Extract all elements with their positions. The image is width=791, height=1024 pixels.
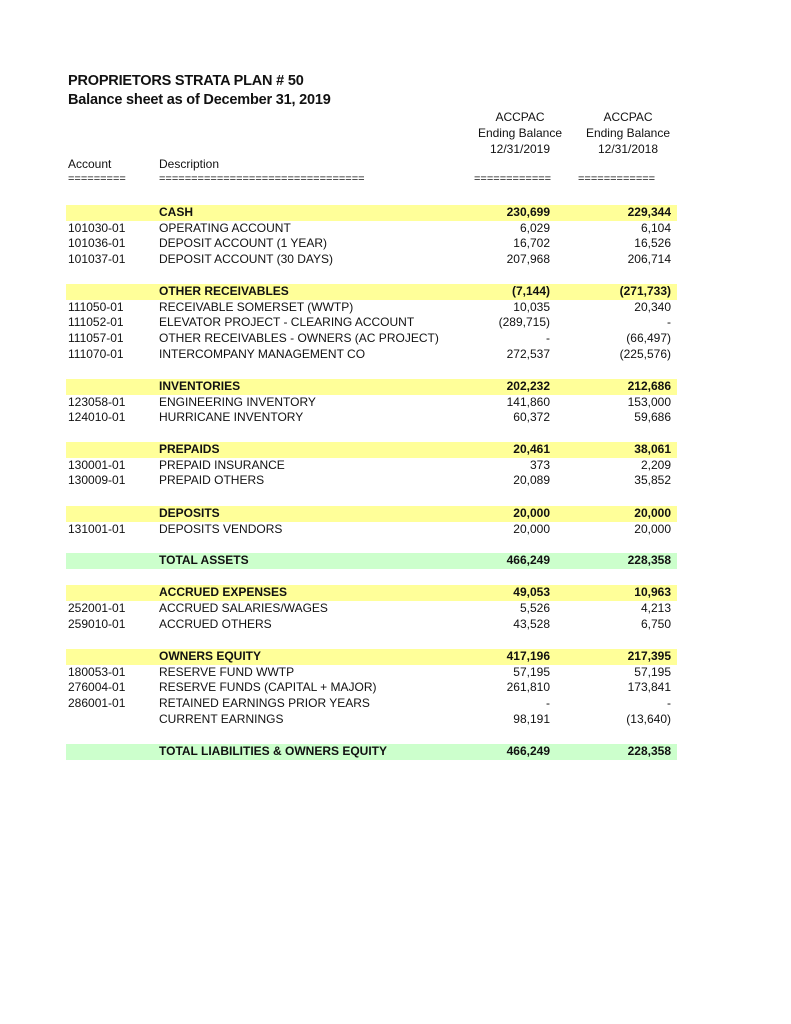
balance-2019-cell: 141,860: [506, 394, 550, 409]
balance-2018-cell: 20,000: [634, 506, 671, 520]
table-row: [66, 473, 677, 489]
account-cell: 180053-01: [68, 664, 126, 679]
description-cell: DEPOSITS VENDORS: [159, 521, 283, 536]
account-cell: 101030-01: [68, 220, 126, 235]
description-cell: ACCRUED SALARIES/WAGES: [159, 600, 328, 615]
balance-2019-cell: 202,232: [506, 379, 550, 393]
description-cell: DEPOSIT ACCOUNT (1 YEAR): [159, 236, 328, 250]
description-cell: TOTAL LIABILITIES & OWNERS EQUITY: [159, 744, 388, 758]
description-cell: CURRENT EARNINGS: [159, 712, 284, 726]
account-cell: 111057-01: [68, 331, 124, 345]
balance-2019-cell: 16,702: [513, 236, 550, 250]
balance-2019-cell: 10,035: [513, 299, 550, 314]
col2019-separator: ============: [474, 173, 552, 185]
balance-2018-cell: 206,714: [627, 252, 671, 266]
description-cell: RESERVE FUNDS (CAPITAL + MAJOR): [159, 680, 377, 694]
description-cell: RESERVE FUND WWTP: [159, 664, 295, 679]
section-row: [66, 506, 677, 522]
table-row: [66, 712, 677, 728]
balance-2018-cell: 6,104: [640, 220, 671, 235]
account-column-label: Account: [68, 157, 112, 171]
balance-2019-cell: 6,029: [519, 220, 550, 235]
balance-2019-cell: 466,249: [506, 744, 550, 758]
table-row: [66, 236, 677, 252]
table-row: [66, 221, 677, 237]
balance-2018-cell: 217,395: [627, 649, 671, 663]
description-cell: TOTAL ASSETS: [159, 553, 249, 567]
account-cell: 286001-01: [68, 696, 126, 710]
balance-2019-cell: 20,089: [513, 473, 550, 487]
description-cell: INTERCOMPANY MANAGEMENT CO: [159, 347, 366, 361]
balance-2018-cell: 35,852: [634, 473, 671, 487]
account-separator: =========: [68, 173, 126, 185]
section-row: [66, 284, 677, 300]
table-row: [66, 300, 677, 316]
section-row: [66, 649, 677, 665]
table-row: [66, 665, 677, 681]
table-row: [66, 331, 677, 347]
account-cell: 111050-01: [68, 299, 124, 314]
account-cell: 111052-01: [68, 315, 124, 329]
description-cell: PREPAID OTHERS: [159, 473, 265, 487]
description-cell: RECEIVABLE SOMERSET (WWTP): [159, 299, 354, 314]
description-cell: HURRICANE INVENTORY: [159, 410, 304, 424]
table-row: [66, 347, 677, 363]
balance-2019-cell: 20,461: [513, 442, 550, 456]
table-row: [66, 315, 677, 331]
account-cell: 101036-01: [68, 236, 126, 250]
section-row: [66, 205, 677, 221]
balance-2018-cell: 20,340: [634, 299, 671, 314]
description-cell: PREPAIDS: [159, 442, 220, 456]
description-column-label: Description: [159, 157, 220, 171]
table-row: [66, 458, 677, 474]
balance-2018-cell: (225,576): [619, 347, 671, 361]
table-row: [66, 395, 677, 411]
section-row: [66, 585, 677, 601]
description-separator: ================================: [159, 173, 365, 185]
table-row: [66, 410, 677, 426]
balance-2018-cell: -: [667, 696, 671, 710]
account-cell: 124010-01: [68, 410, 126, 424]
balance-2019-cell: 98,191: [513, 712, 550, 726]
report-title: PROPRIETORS STRATA PLAN # 50: [68, 73, 304, 89]
account-cell: 259010-01: [68, 617, 126, 631]
account-cell: 130001-01: [68, 457, 126, 472]
description-cell: OTHER RECEIVABLES: [159, 284, 289, 298]
account-cell: 276004-01: [68, 680, 126, 694]
report-subtitle: Balance sheet as of December 31, 2019: [68, 92, 331, 108]
description-cell: OWNERS EQUITY: [159, 649, 262, 663]
description-cell: ENGINEERING INVENTORY: [159, 394, 316, 409]
column-header-2018-line3: 12/31/2018: [597, 142, 659, 156]
balance-2019-cell: 43,528: [513, 617, 550, 631]
balance-2018-cell: 6,750: [640, 617, 671, 631]
balance-2019-cell: 20,000: [513, 506, 550, 520]
balance-2018-cell: 59,686: [634, 410, 671, 424]
balance-2018-cell: 20,000: [634, 521, 671, 536]
balance-2019-cell: (7,144): [511, 284, 550, 298]
balance-2019-cell: 60,372: [513, 410, 550, 424]
balance-2019-cell: 466,249: [506, 553, 550, 567]
table-row: [66, 601, 677, 617]
balance-2019-cell: 5,526: [519, 600, 550, 615]
balance-2019-cell: 417,196: [506, 649, 550, 663]
balance-2018-cell: 57,195: [634, 664, 671, 679]
description-cell: DEPOSIT ACCOUNT (30 DAYS): [159, 252, 334, 266]
total-row: [66, 553, 677, 569]
column-header-2019-line1: ACCPAC: [495, 110, 545, 124]
balance-2019-cell: -: [546, 331, 550, 345]
table-row: [66, 522, 677, 538]
column-header-2018: [576, 109, 680, 157]
column-header-2018-line1: ACCPAC: [603, 110, 653, 124]
balance-2018-cell: 229,344: [627, 205, 671, 219]
total-row: [66, 744, 677, 760]
column-header-2019-line3: 12/31/2019: [489, 142, 551, 156]
balance-2019-cell: 272,537: [506, 347, 550, 361]
balance-2018-cell: (13,640): [626, 712, 671, 726]
description-cell: ACCRUED OTHERS: [159, 617, 272, 631]
table-row: [66, 680, 677, 696]
account-cell: 252001-01: [68, 600, 126, 615]
balance-2018-cell: 4,213: [640, 600, 671, 615]
balance-2018-cell: 228,358: [627, 553, 671, 567]
balance-2019-cell: 20,000: [513, 521, 550, 536]
balance-2018-cell: 212,686: [627, 379, 671, 393]
account-cell: 131001-01: [68, 521, 126, 536]
balance-2018-cell: 228,358: [627, 744, 671, 758]
balance-2018-cell: (66,497): [626, 331, 671, 345]
section-row: [66, 442, 677, 458]
balance-2019-cell: 230,699: [506, 205, 550, 219]
balance-2019-cell: 49,053: [513, 585, 550, 599]
column-header-2019-line2: Ending Balance: [477, 126, 563, 140]
account-cell: 101037-01: [68, 252, 126, 266]
description-cell: OPERATING ACCOUNT: [159, 220, 291, 235]
balance-2018-cell: 16,526: [634, 236, 671, 250]
table-row: [66, 617, 677, 633]
balance-2018-cell: 38,061: [634, 442, 671, 456]
balance-2019-cell: 373: [529, 457, 550, 472]
balance-2018-cell: 10,963: [634, 585, 671, 599]
description-cell: DEPOSITS: [159, 506, 220, 520]
description-cell: INVENTORIES: [159, 379, 241, 393]
account-cell: 130009-01: [68, 473, 126, 487]
description-cell: ACCRUED EXPENSES: [159, 585, 288, 599]
description-cell: CASH: [159, 205, 194, 219]
section-row: [66, 379, 677, 395]
balance-2019-cell: (289,715): [498, 315, 550, 329]
balance-2019-cell: -: [546, 696, 550, 710]
column-header-2019: [470, 109, 570, 157]
description-cell: RETAINED EARNINGS PRIOR YEARS: [159, 696, 370, 710]
balance-2018-cell: 153,000: [627, 394, 671, 409]
balance-2018-cell: 173,841: [627, 680, 671, 694]
table-row: [66, 696, 677, 712]
table-row: [66, 252, 677, 268]
balance-2018-cell: (271,733): [619, 284, 671, 298]
column-header-2018-line2: Ending Balance: [585, 126, 671, 140]
balance-2019-cell: 57,195: [513, 664, 550, 679]
balance-2019-cell: 261,810: [506, 680, 550, 694]
description-cell: ELEVATOR PROJECT - CLEARING ACCOUNT: [159, 315, 415, 329]
balance-2018-cell: 2,209: [640, 457, 671, 472]
balance-2018-cell: -: [667, 315, 671, 329]
col2018-separator: ============: [578, 173, 656, 185]
account-cell: 123058-01: [68, 394, 126, 409]
description-cell: PREPAID INSURANCE: [159, 457, 285, 472]
description-cell: OTHER RECEIVABLES - OWNERS (AC PROJECT): [159, 331, 439, 345]
balance-2019-cell: 207,968: [506, 252, 550, 266]
account-cell: 111070-01: [68, 347, 124, 361]
